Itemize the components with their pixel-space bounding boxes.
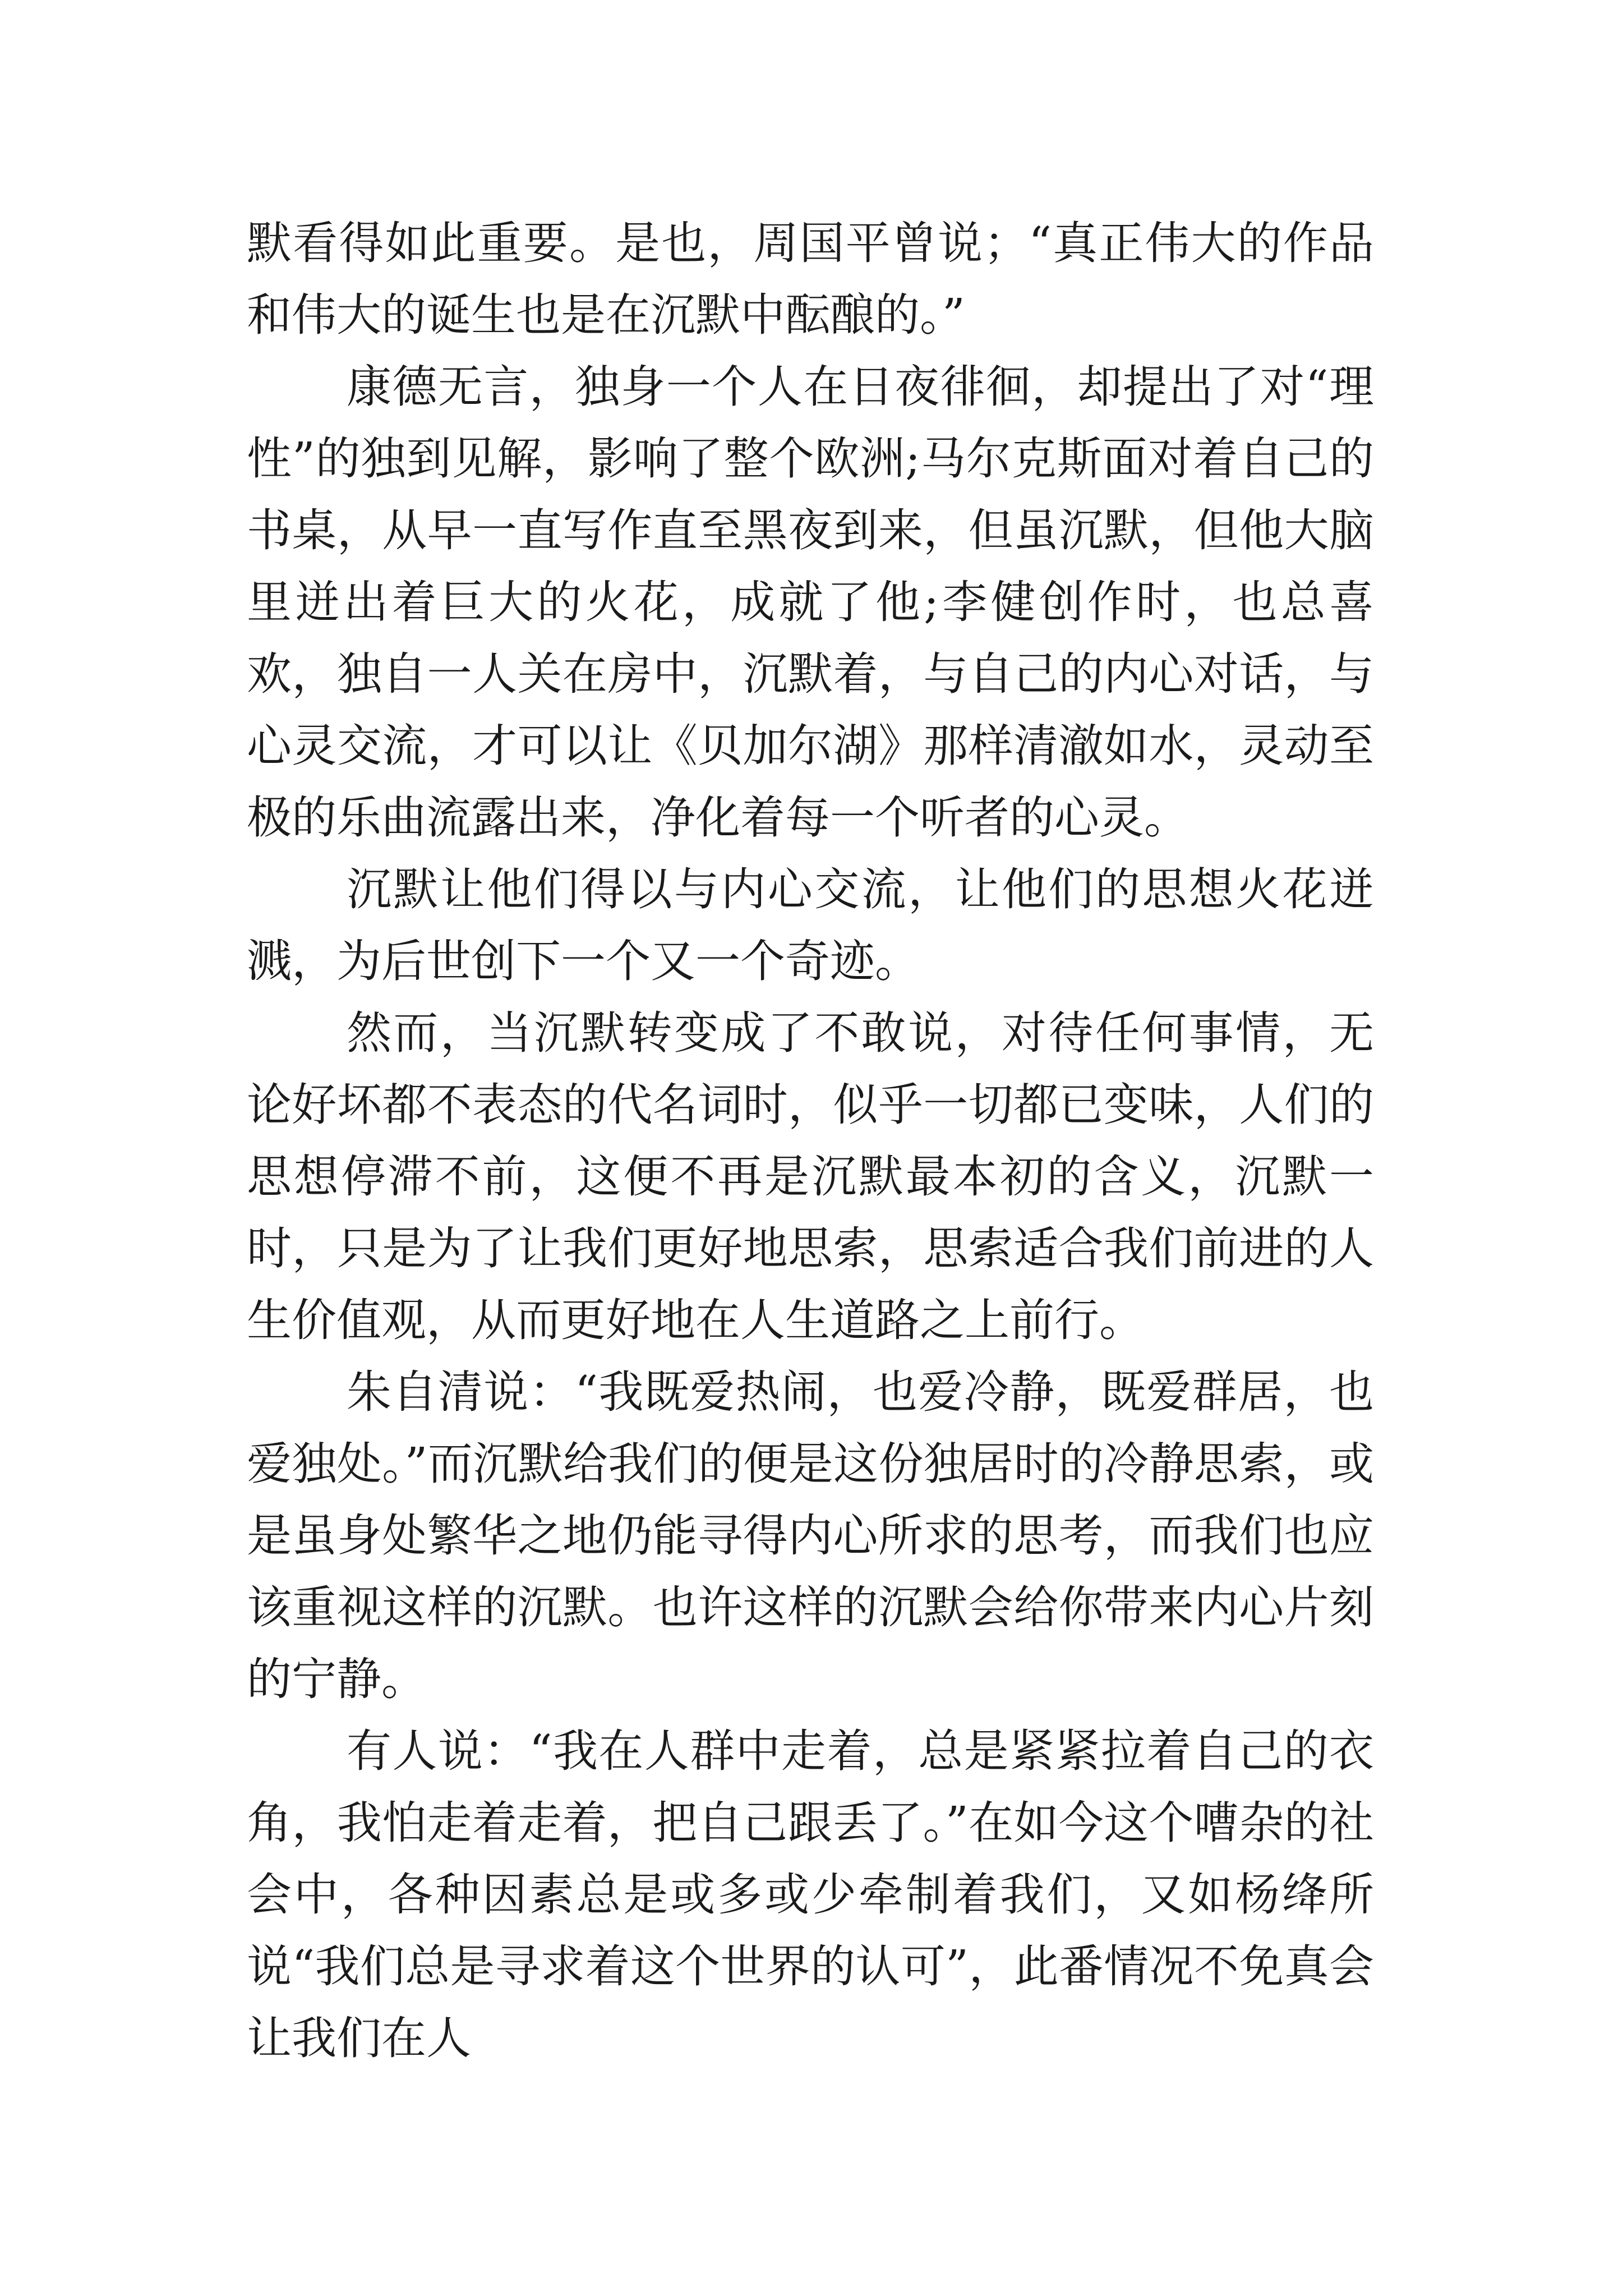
paragraph: 然而，当沉默转变成了不敢说，对待任何事情，无论好坏都不表态的代名词时，似乎一切都已变味，人们的思想停滞不前，这便不再是沉默最本初的含义，沉默一时，只是为了让我们更好地思索，思索适合我们前进的人生价值观，从而更好地在人生道路之上前行。 xyxy=(247,1007,1374,1346)
paragraph: 沉默让他们得以与内心交流，让他们的思想火花迸溅，为后世创下一个又一个奇迹。 xyxy=(247,863,1374,987)
paragraph: 默看得如此重要。是也，周国平曾说；“真正伟大的作品和伟大的诞生也是在沉默中酝酿的。” xyxy=(247,217,1374,341)
paragraph: 有人说：“我在人群中走着，总是紧紧拉着自己的衣角，我怕走着走着，把自己跟丢了。”在如今这个嘈杂的社会中，各种因素总是或多或少牵制着我们，又如杨绛所说“我们总是寻求着这个世界的认可”，此番情况不免真会让我们在人 xyxy=(247,1725,1374,2064)
body-text xyxy=(247,208,1374,2074)
paragraph: 朱自清说：“我既爱热闹，也爱冷静，既爱群居，也爱独处。”而沉默给我们的便是这份独居时的冷静思索，或是虽身处繁华之地仍能寻得内心所求的思考，而我们也应该重视这样的沉默。也许这样的沉默会给你带来内心片刻的宁静。 xyxy=(247,1366,1374,1705)
paragraph: 康德无言，独身一个人在日夜徘徊，却提出了对“理性”的独到见解，影响了整个欧洲;马尔克斯面对着自己的书桌，从早一直写作直至黑夜到来，但虽沉默，但他大脑里迸出着巨大的火花，成就了他;李健创作时，也总喜欢，独自一人关在房中，沉默着，与自己的内心对话，与心灵交流，才可以让《贝加尔湖》那样清澈如水，灵动至极的乐曲流露出来，净化着每一个听者的心灵。 xyxy=(247,361,1374,844)
